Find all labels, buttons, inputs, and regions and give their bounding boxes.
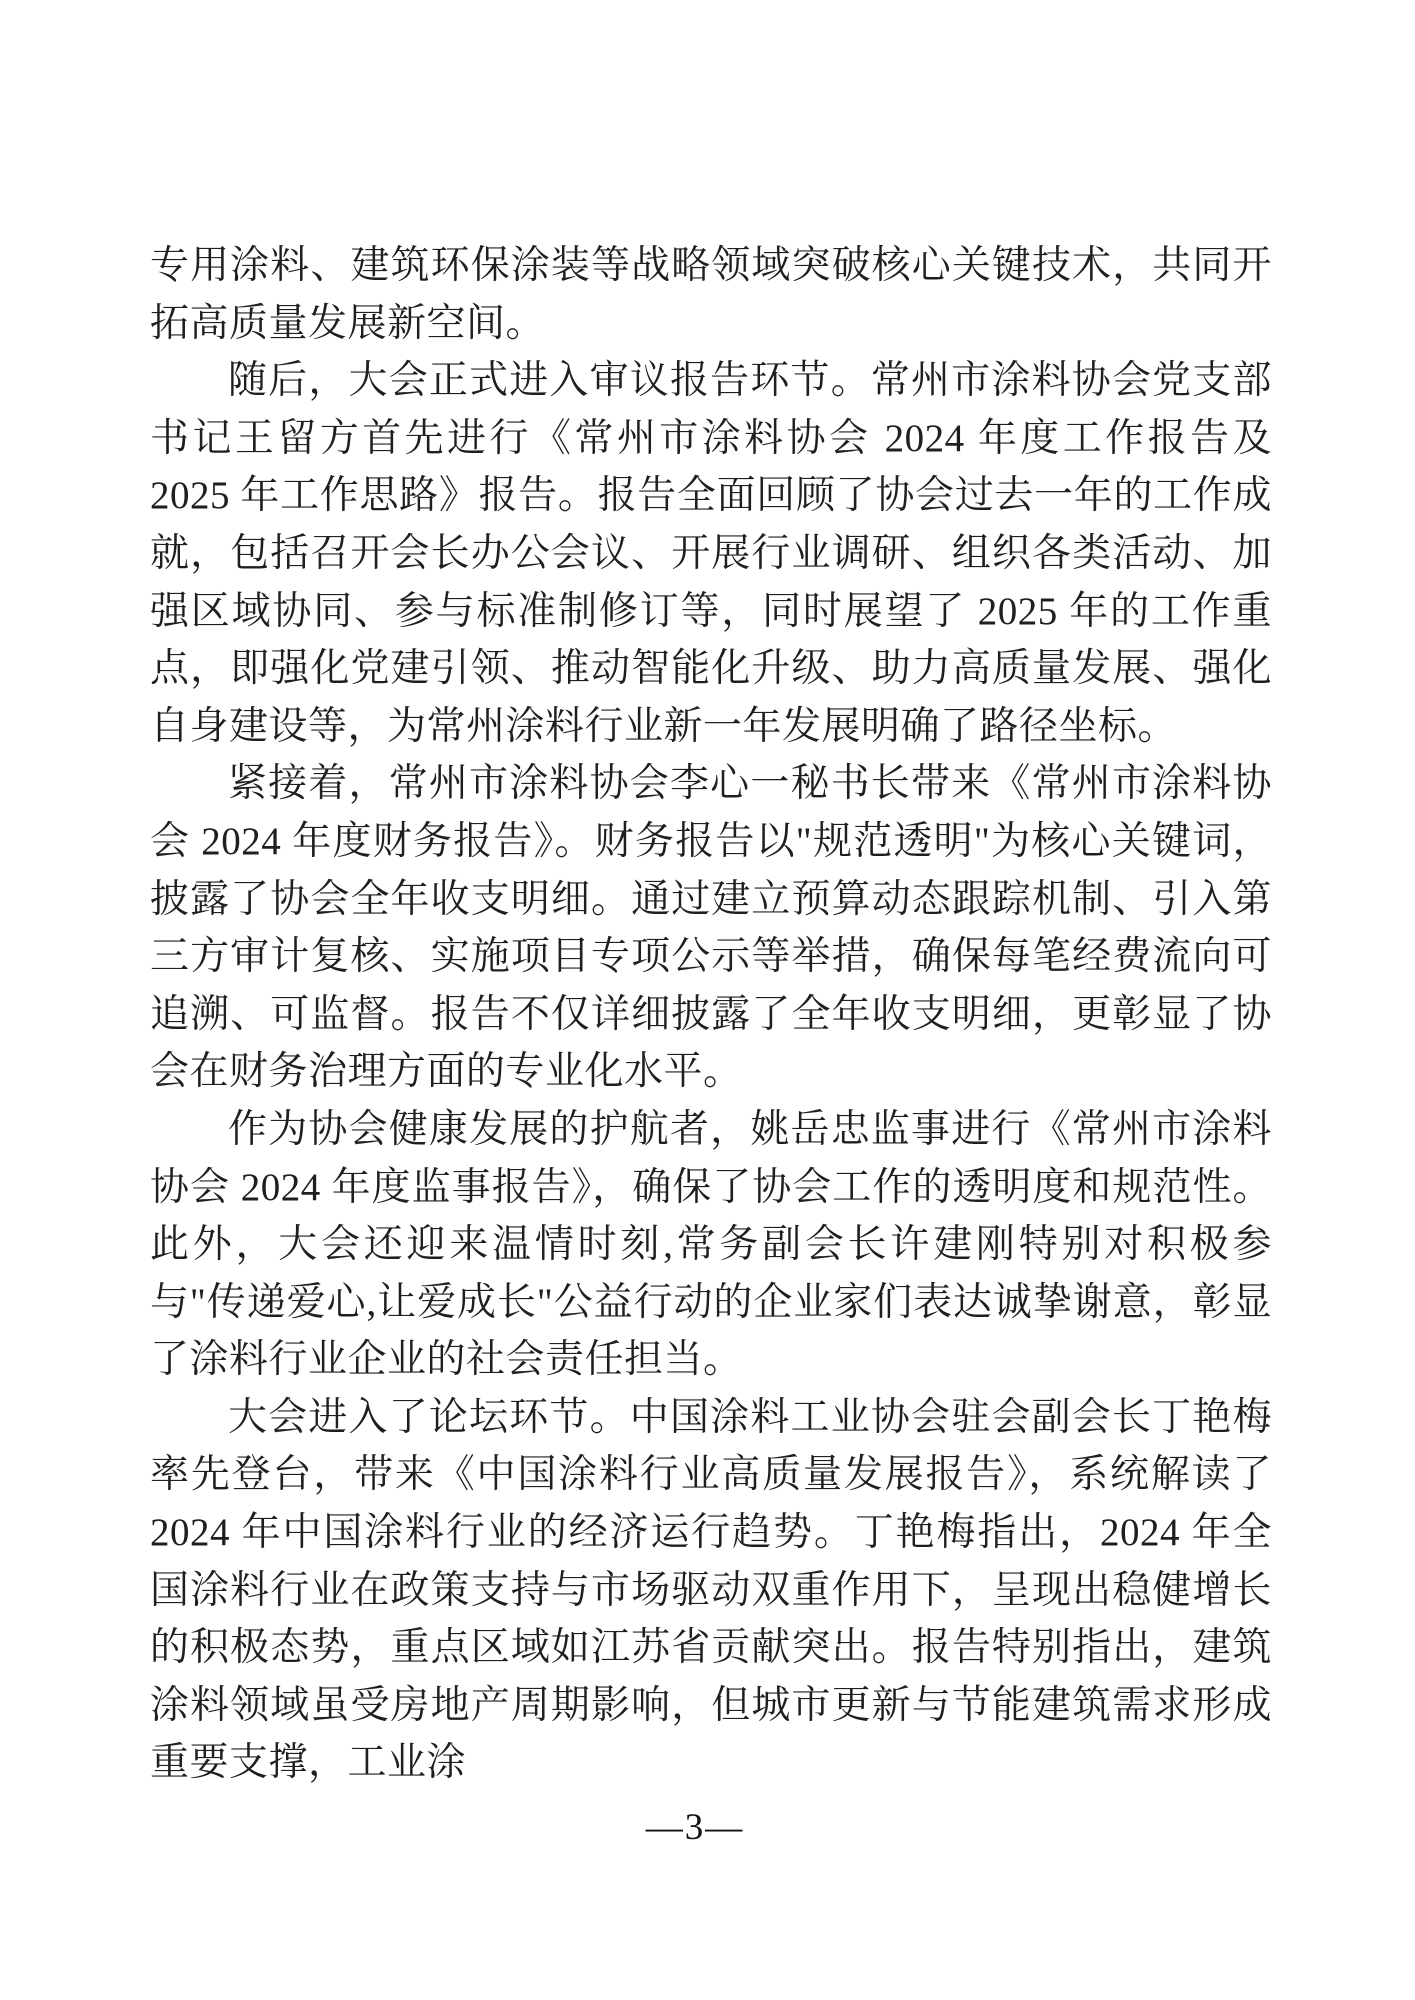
paragraph-work-report: 随后，大会正式进入审议报告环节。常州市涂料协会党支部书记王留方首先进行《常州市涂料协会 2024 年度工作报告及 2025 年工作思路》报告。报告全面回顾了协会过去一年的工作成就，包括召开会长办公会议、开展行业调研、组织各类活动、加强区域协同、参与标准制修订等，同时展望了 2025 年的工作重点，即强化党建引领、推动智能化升级、助力高质量发展、强化自身建设等，为常州涂料行业新一年发展明确了路径坐标。 xyxy=(150,359,1272,748)
paragraph-continuation: 专用涂料、建筑环保涂装等战略领域突破核心关键技术，共同开拓高质量发展新空间。 xyxy=(150,244,1272,345)
paragraph-forum: 大会进入了论坛环节。中国涂料工业协会驻会副会长丁艳梅率先登台，带来《中国涂料行业高质量发展报告》，系统解读了 2024 年中国涂料行业的经济运行趋势。丁艳梅指出，2024 年全国涂料行业在政策支持与市场驱动双重作用下，呈现出稳健增长的积极态势，重点区域如江苏省贡献突出。报告特别指出，建筑涂料领域虽受房地产周期影响，但城市更新与节能建筑需求形成重要支撑，工业涂 xyxy=(150,1395,1272,1785)
page-number: —3— xyxy=(645,1807,745,1848)
paragraph-supervisor-report: 作为协会健康发展的护航者，姚岳忠监事进行《常州市涂料协会 2024 年度监事报告》，确保了协会工作的透明度和规范性。此外，大会还迎来温情时刻,常务副会长许建刚特别对积极参与"传递爱心,让爱成长"公益行动的企业家们表达诚挚谢意，彰显了涂料行业企业的社会责任担当。 xyxy=(150,1107,1272,1382)
document-body xyxy=(150,237,1272,1792)
paragraph-finance-report: 紧接着，常州市涂料协会李心一秘书长带来《常州市涂料协会 2024 年度财务报告》。财务报告以"规范透明"为核心关键词，披露了协会全年收支明细。通过建立预算动态跟踪机制、引入第三方审计复核、实施项目专项公示等举措，确保每笔经费流向可追溯、可监督。报告不仅详细披露了全年收支明细，更彰显了协会在财务治理方面的专业化水平。 xyxy=(150,762,1272,1094)
